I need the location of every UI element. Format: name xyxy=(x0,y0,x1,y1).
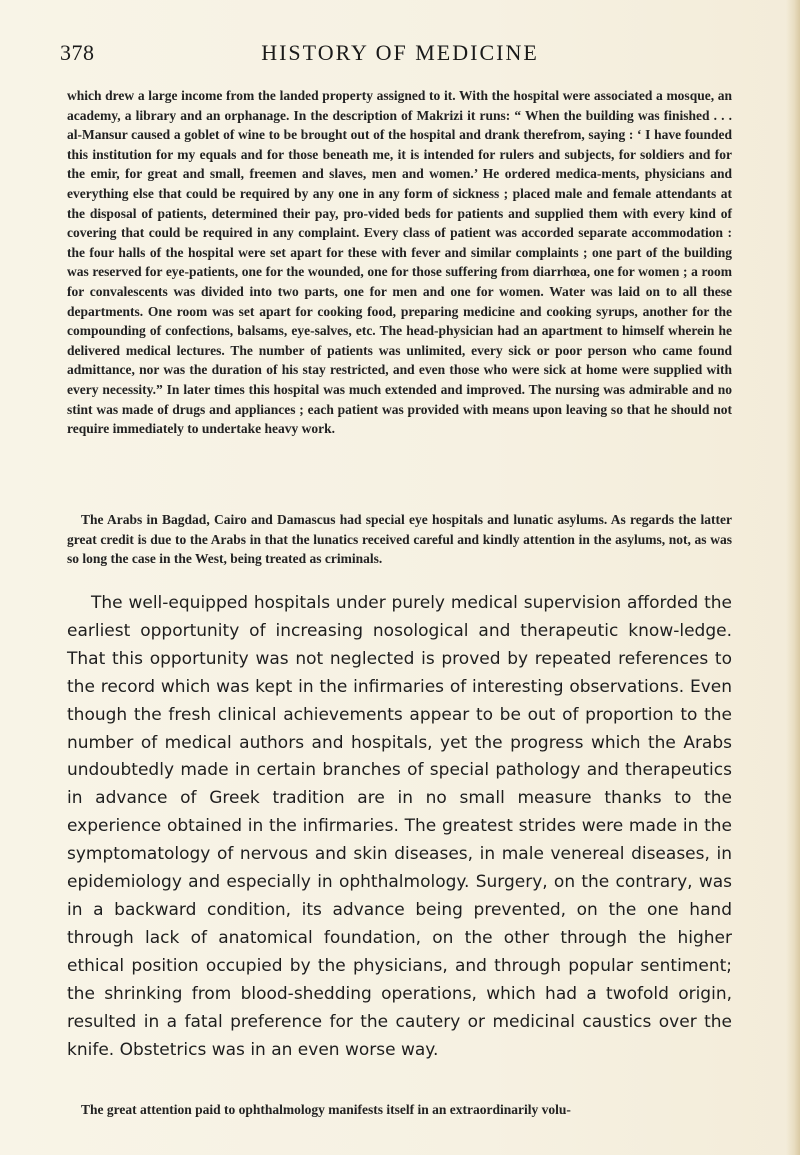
page-header xyxy=(60,40,740,70)
main-paragraph: The well-equipped hospitals under purely medical supervision afforded the earliest opportunity of increasing nosological and therapeutic know-ledge. That this opportunity was not neglected is proved by repeated references to the record which was kept in the infirmaries of interesting observations. Even though the fresh clinical achievements appear to be out of proportion to the number of medical authors and hospitals, yet the progress which the Arabs undoubtedly made in certain branches of special pathology and therapeutics in advance of Greek tradition are in no small measure thanks to the experience obtained in the infirmaries. The greatest strides were made in the symptomatology of nervous and skin diseases, in male venereal diseases, in epidemiology and especially in ophthalmology. Surgery, on the contrary, was in a backward condition, its advance being prevented, on the one hand through lack of anatomical foundation, on the other through the higher ethical position occupied by the physicians, and through popular sentiment; the shrinking from blood-shedding operations, which had a twofold origin, resulted in a fatal preference for the cautery or medicinal caustics over the knife. Obstetrics was in an even worse way. xyxy=(67,593,732,1060)
arab-asylums-paragraph: The Arabs in Bagdad, Cairo and Damascus had special eye hospitals and lunatic asylums. As regards the latter great credit is due to the Arabs in that the lunatics received careful and kindly attention in the asylums, not, as was so long the case in the West, being treated as criminals. xyxy=(67,512,732,567)
running-head: HISTORY OF MEDICINE xyxy=(261,40,539,65)
page-edge-shadow xyxy=(786,0,800,1155)
final-line: The great attention paid to ophthalmology manifests itself in an extraordinarily volu- xyxy=(81,1102,571,1117)
quote-paragraph: which drew a large income from the landed property assigned to it. With the hospital were associated a mosque, an academy, a library and an orphanage. In the description of Makrizi it runs: “ When the building was finished . . . al-Mansur caused a goblet of wine to be brought out of the hospital and drank therefrom, saying : ‘ I have founded this institution for my equals and for those beneath me, it is intended for rulers and subjects, for soldiers and for the emir, for great and small, freemen and slaves, men and women.’ He ordered medica-ments, physicians and everything else that could be required by any one in any form of sickness ; placed male and female attendants at the disposal of patients, determined their pay, pro-vided beds for patients and supplied them with every kind of covering that could be required in any complaint. Every class of patient was accorded separate accommodation : the four halls of the hospital were set apart for these with fever and similar complaints ; one part of the building was reserved for eye-patients, one for the wounded, one for those suffering from diarrhœa, one for women ; a room for convalescents was divided into two parts, one for men and one for women. Water was laid on to all these departments. One room was set apart for cooking food, preparing medicine and cooking syrups, another for the compounding of confections, balsams, eye-salves, etc. The head-physician had an apartment to himself wherein he delivered medical lectures. The number of patients was unlimited, every sick or poor person who came found admittance, nor was the duration of his stay restricted, and even those who were sick at home were supplied with every necessity.” In later times this hospital was much extended and improved. The nursing was admirable and no stint was made of drugs and appliances ; each patient was provided with means upon leaving so that he should not require immediately to undertake heavy work. xyxy=(67,88,732,437)
page-number: 378 xyxy=(60,40,95,65)
